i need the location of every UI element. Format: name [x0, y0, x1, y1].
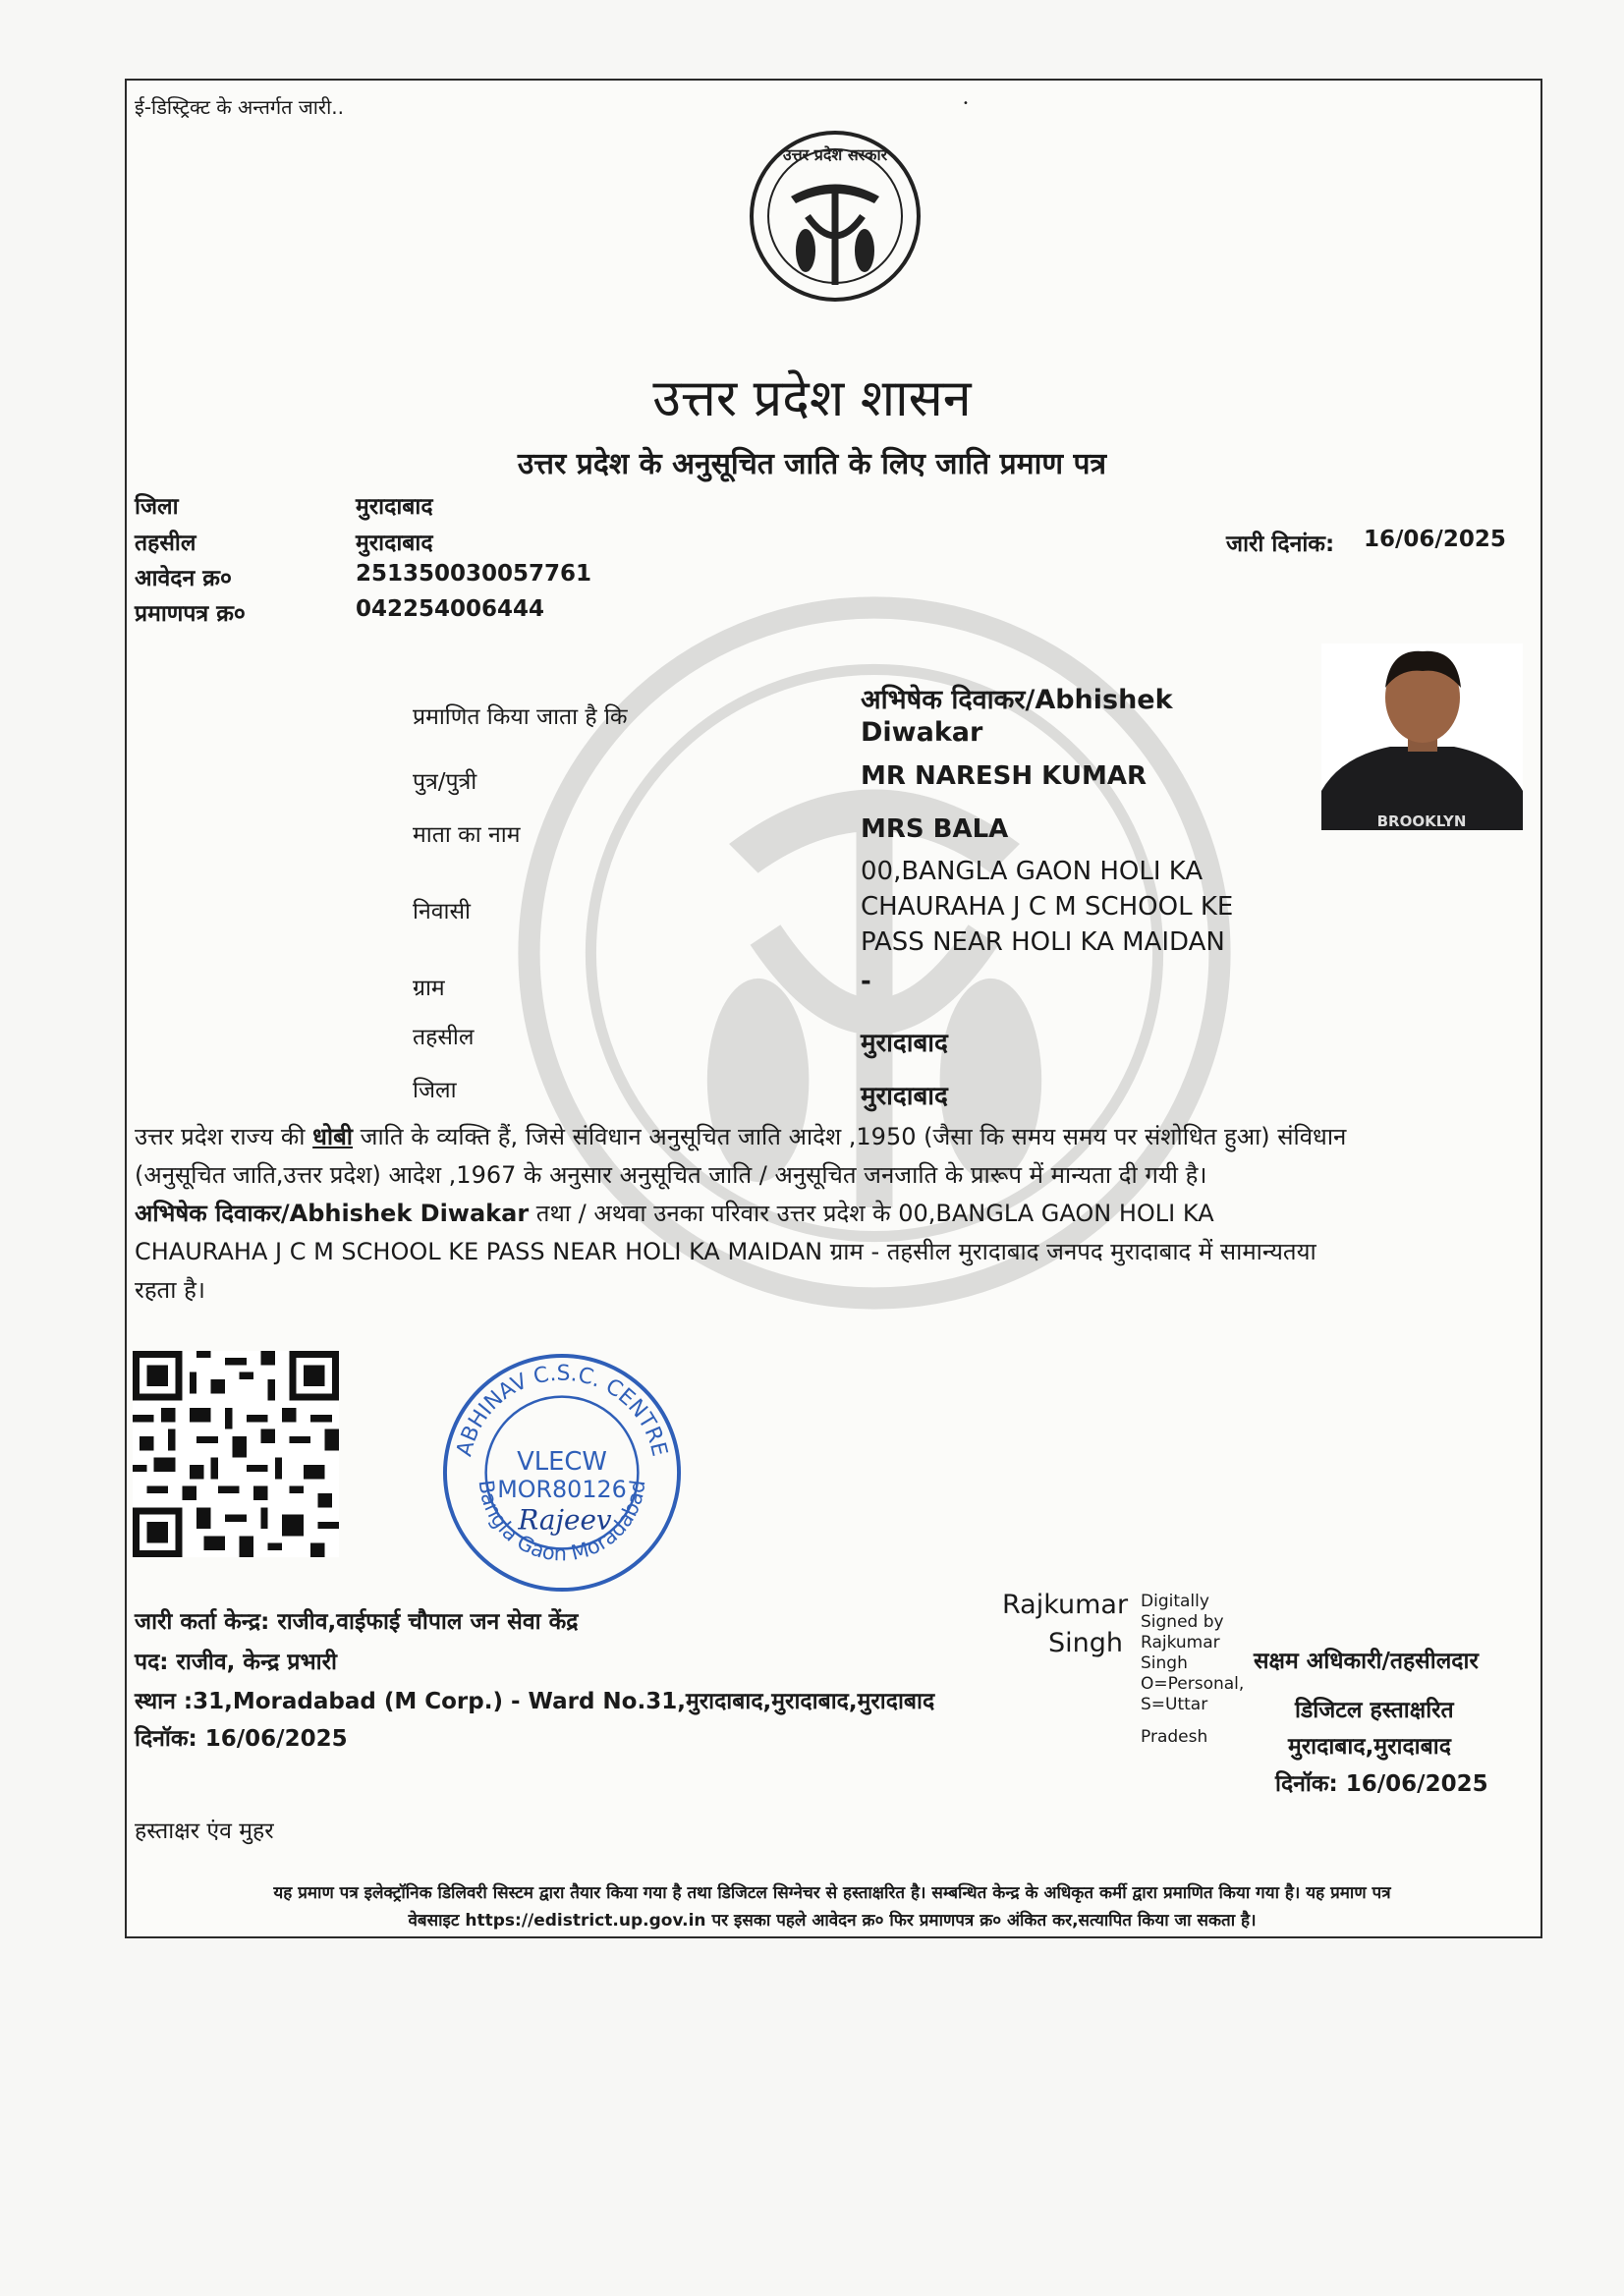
mother-label: माता का नाम [413, 822, 521, 848]
district-value: मुरादाबाद [356, 494, 433, 520]
body-line4: CHAURAHA J C M SCHOOL KE PASS NEAR HOLI KA MAIDAN ग्राम - तहसील मुरादाबाद जनपद मुरादाबाद में सामान्यतया [135, 1238, 1316, 1265]
village-value: - [861, 967, 871, 996]
mother-name: MRS BALA [861, 814, 1009, 844]
stamp-center-line2: MOR80126 [497, 1475, 627, 1503]
sig-detail-5: O=Personal, [1141, 1674, 1245, 1694]
stamp-ring-top: ABHINAV C.S.C. CENTRE [452, 1361, 672, 1459]
detail-district-value: मुरादाबाद [861, 1082, 948, 1111]
issue-date-label: जारी दिनांक: [1226, 532, 1335, 557]
body-line1-post: जाति के व्यक्ति हैं, जिसे संविधान अनुसूचित जाति आदेश ,1950 (जैसा कि समय समय पर संशोधित हुआ) संविधान [353, 1123, 1347, 1150]
issuer-place: स्थान :31,Moradabad (M Corp.) - Ward No.31,मुरादाबाद,मुरादाबाद,मुरादाबाद [135, 1689, 935, 1714]
authority-place: मुरादाबाद,मुरादाबाद [1288, 1734, 1451, 1760]
signer-name-line2: Singh [1048, 1628, 1124, 1658]
issue-date-value: 16/06/2025 [1364, 527, 1506, 552]
stamp-ring-bottom: Bangla Gaon Moradabad [474, 1479, 650, 1566]
certificate-label: प्रमाणपत्र क्र० [135, 601, 246, 627]
sig-detail-4: Singh [1141, 1653, 1188, 1673]
footer-line2: वेबसाइट https://edistrict.up.gov.in पर इसका पहले आवेदन क्र० फिर प्रमाणपत्र क्र० अंकित कर,सत्यापित किया जा सकता है। [408, 1911, 1257, 1931]
address-line3: PASS NEAR HOLI KA MAIDAN [861, 927, 1225, 957]
dot-mark: • [963, 98, 969, 109]
govt-title: उत्तर प्रदेश शासन [652, 369, 972, 428]
district-label: जिला [135, 494, 179, 520]
resident-label: निवासी [413, 899, 471, 924]
application-label: आवेदन क्र० [135, 566, 232, 591]
detail-tehsil-value: मुरादाबाद [861, 1029, 948, 1058]
sig-detail-2: Signed by [1141, 1612, 1224, 1632]
application-number: 251350030057761 [356, 561, 592, 587]
address-line2: CHAURAHA J C M SCHOOL KE [861, 892, 1234, 922]
sig-detail-1: Digitally [1141, 1592, 1209, 1611]
authority-date: दिनॉक: 16/06/2025 [1275, 1771, 1488, 1797]
certificate-title: उत्तर प्रदेश के अनुसूचित जाति के लिए जाति प्रमाण पत्र [517, 447, 1107, 481]
tehsil-label: तहसील [135, 531, 196, 556]
body-line2: (अनुसूचित जाति,उत्तर प्रदेश) आदेश ,1967 के अनुसार अनुसूचित जाति / अनुसूचित जनजाति के प्रारूप में मान्यता दी गयी है। [135, 1161, 1207, 1189]
signer-name-line1: Rajkumar [1002, 1590, 1129, 1620]
applicant-photo [1321, 644, 1523, 830]
stamp-center-line1: VLECW [517, 1447, 607, 1478]
certify-label: प्रमाणित किया जाता है कि [413, 704, 628, 730]
applicant-name-line1: अभिषेक दिवाकर/Abhishek [861, 685, 1173, 715]
father-label: पुत्र/पुत्री [413, 769, 477, 795]
certificate-body [135, 1118, 1530, 1310]
detail-district-label: जिला [413, 1078, 457, 1103]
detail-tehsil-label: तहसील [413, 1025, 475, 1050]
certificate-number: 042254006444 [356, 596, 545, 622]
body-line5: रहता है। [135, 1276, 205, 1304]
body-line3-post: तथा / अथवा उनका परिवार उत्तर प्रदेश के 00,BANGLA GAON HOLI KA [529, 1200, 1214, 1227]
sig-detail-7: Pradesh [1141, 1727, 1208, 1747]
digital-signature-details [1141, 1592, 1244, 1748]
footer-line1: यह प्रमाण पत्र इलेक्ट्रॉनिक डिलिवरी सिस्टम द्वारा तैयार किया गया है तथा डिजिटल सिग्नेचर से हस्ताक्षरित है। सम्बन्धित केन्द्र के अधिकृत कर्मी द्वारा प्रमाणित किया गया है। यह प्रमाण पत्र [273, 1883, 1391, 1903]
svg-text:उत्तर प्रदेश सरकार: उत्तर प्रदेश सरकार [782, 145, 888, 164]
applicant-name-line2: Diwakar [861, 717, 983, 748]
csc-centre-stamp [440, 1351, 684, 1595]
body-applicant-name: अभिषेक दिवाकर/Abhishek Diwakar [135, 1200, 530, 1227]
authority-digital: डिजिटल हस्ताक्षरित [1295, 1698, 1454, 1723]
village-label: ग्राम [413, 976, 445, 1001]
authority-title: सक्षम अधिकारी/तहसीलदार [1254, 1649, 1479, 1674]
address-line1: 00,BANGLA GAON HOLI KA [861, 857, 1204, 886]
body-line1-pre: उत्तर प्रदेश राज्य की [135, 1123, 313, 1150]
shirt-text: BROOKLYN [1376, 812, 1467, 830]
footer-note [135, 1879, 1530, 1934]
caste-name: धोबी [312, 1123, 354, 1150]
sig-detail-6: S=Uttar [1141, 1695, 1208, 1714]
issuing-centre: जारी कर्ता केन्द्र: राजीव,वाईफाई चौपाल जन सेवा केंद्र [135, 1609, 579, 1635]
qr-code[interactable] [133, 1351, 339, 1557]
issuer-date: दिनॉक: 16/06/2025 [135, 1726, 348, 1752]
sig-detail-3: Rajkumar [1141, 1633, 1220, 1652]
signature-seal-label: हस्ताक्षर एंव मुहर [135, 1819, 274, 1844]
issuer-post: पद: राजीव, केन्द्र प्रभारी [135, 1650, 337, 1675]
stamp-signature: Rajeev [518, 1503, 612, 1537]
tehsil-value: मुरादाबाद [356, 531, 433, 556]
father-name: MR NARESH KUMAR [861, 761, 1147, 791]
up-emblem-logo [747, 123, 924, 319]
issued-under-text: ई-डिस्ट्रिक्ट के अन्तर्गत जारी.. [135, 95, 344, 119]
